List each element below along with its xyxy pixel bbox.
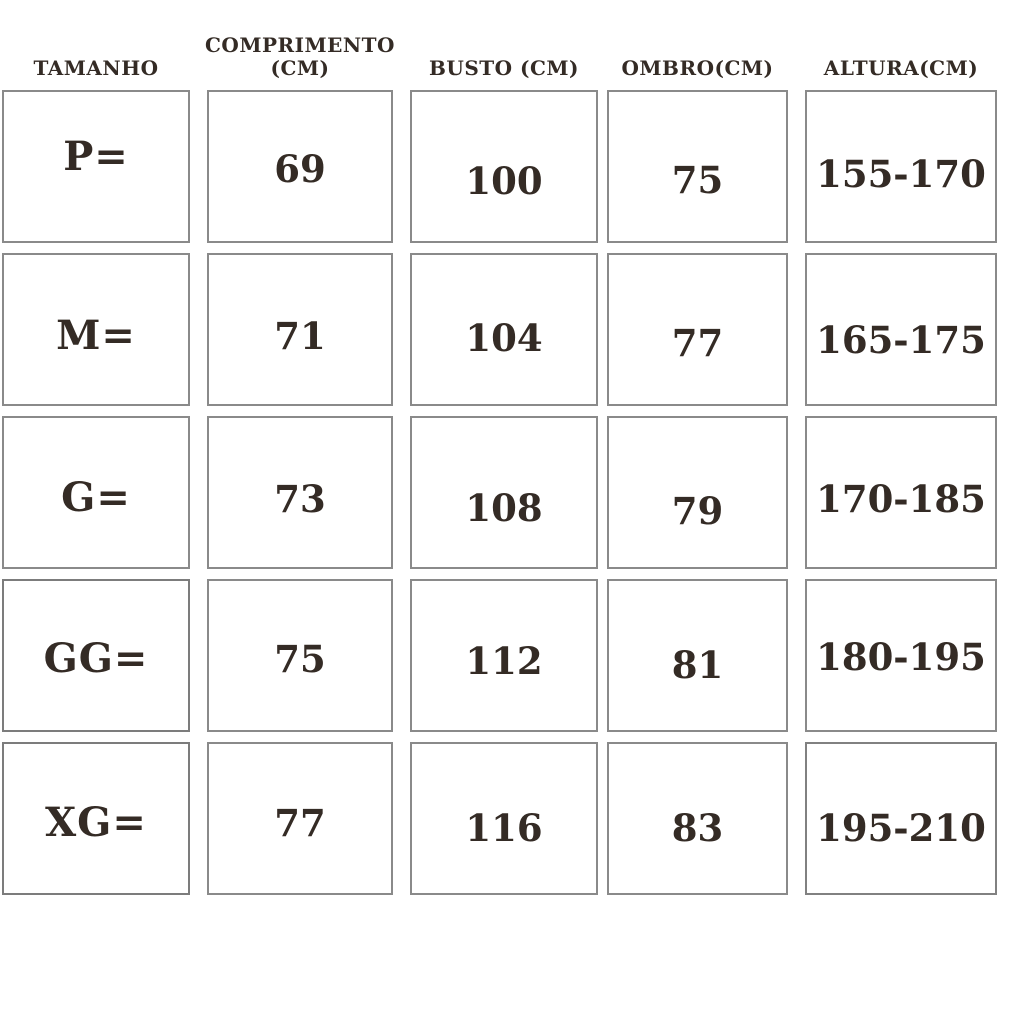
cell-altura-row3 <box>805 579 997 732</box>
cell-comprimento-row1 <box>207 253 393 406</box>
cell-value: 195-210 <box>816 805 986 850</box>
cell-value: G= <box>61 474 131 521</box>
cell-value: 83 <box>671 805 724 850</box>
cell-ombro-row1 <box>607 253 788 406</box>
cell-value: 71 <box>274 313 326 358</box>
cell-value: 79 <box>671 488 724 533</box>
cell-altura-row2 <box>805 416 997 569</box>
cell-comprimento-row4 <box>207 742 393 895</box>
column-ombro <box>607 0 788 895</box>
cell-value: XG= <box>45 799 147 846</box>
cell-busto-row3 <box>410 579 598 732</box>
cell-value: 155-170 <box>816 151 986 196</box>
cell-value: P= <box>63 133 129 180</box>
cell-altura-row0 <box>805 90 997 243</box>
cell-tamanho-row4 <box>2 742 190 895</box>
cell-value: 165-175 <box>816 317 986 362</box>
cell-value: GG= <box>43 635 149 682</box>
header-tamanho: TAMANHO <box>33 55 159 80</box>
cell-busto-row0 <box>410 90 598 243</box>
cell-altura-row1 <box>805 253 997 406</box>
cell-comprimento-row2 <box>207 416 393 569</box>
cell-value: 100 <box>465 158 543 203</box>
cell-tamanho-row1 <box>2 253 190 406</box>
cell-tamanho-row0 <box>2 90 190 243</box>
cell-ombro-row3 <box>607 579 788 732</box>
column-tamanho <box>2 0 190 895</box>
cell-busto-row4 <box>410 742 598 895</box>
cell-value: 73 <box>274 476 326 521</box>
cell-value: 77 <box>274 800 326 845</box>
cell-value: 81 <box>671 642 724 687</box>
cell-busto-row1 <box>410 253 598 406</box>
header-ombro: OMBRO(CM) <box>621 55 774 80</box>
column-comprimento <box>207 0 393 895</box>
cell-ombro-row0 <box>607 90 788 243</box>
cell-tamanho-row2 <box>2 416 190 569</box>
cell-ombro-row4 <box>607 742 788 895</box>
cell-busto-row2 <box>410 416 598 569</box>
cell-value: 112 <box>465 638 543 683</box>
column-busto <box>410 0 598 895</box>
cell-altura-row4 <box>805 742 997 895</box>
cell-value: 108 <box>465 485 543 530</box>
cell-value: 69 <box>274 146 326 191</box>
header-comprimento: COMPRIMENTO (CM) <box>205 33 395 80</box>
cell-value: M= <box>56 312 136 359</box>
header-busto: BUSTO (CM) <box>428 55 580 80</box>
cell-comprimento-row0 <box>207 90 393 243</box>
cell-value: 116 <box>465 805 543 850</box>
header-altura: ALTURA(CM) <box>823 55 979 80</box>
column-altura <box>805 0 997 895</box>
cell-value: 75 <box>274 636 326 681</box>
cell-value: 170-185 <box>816 476 986 521</box>
cell-value: 75 <box>671 157 724 202</box>
cell-ombro-row2 <box>607 416 788 569</box>
cell-comprimento-row3 <box>207 579 393 732</box>
cell-value: 77 <box>671 320 724 365</box>
cell-tamanho-row3 <box>2 579 190 732</box>
cell-value: 180-195 <box>816 634 986 679</box>
cell-value: 104 <box>465 315 543 360</box>
